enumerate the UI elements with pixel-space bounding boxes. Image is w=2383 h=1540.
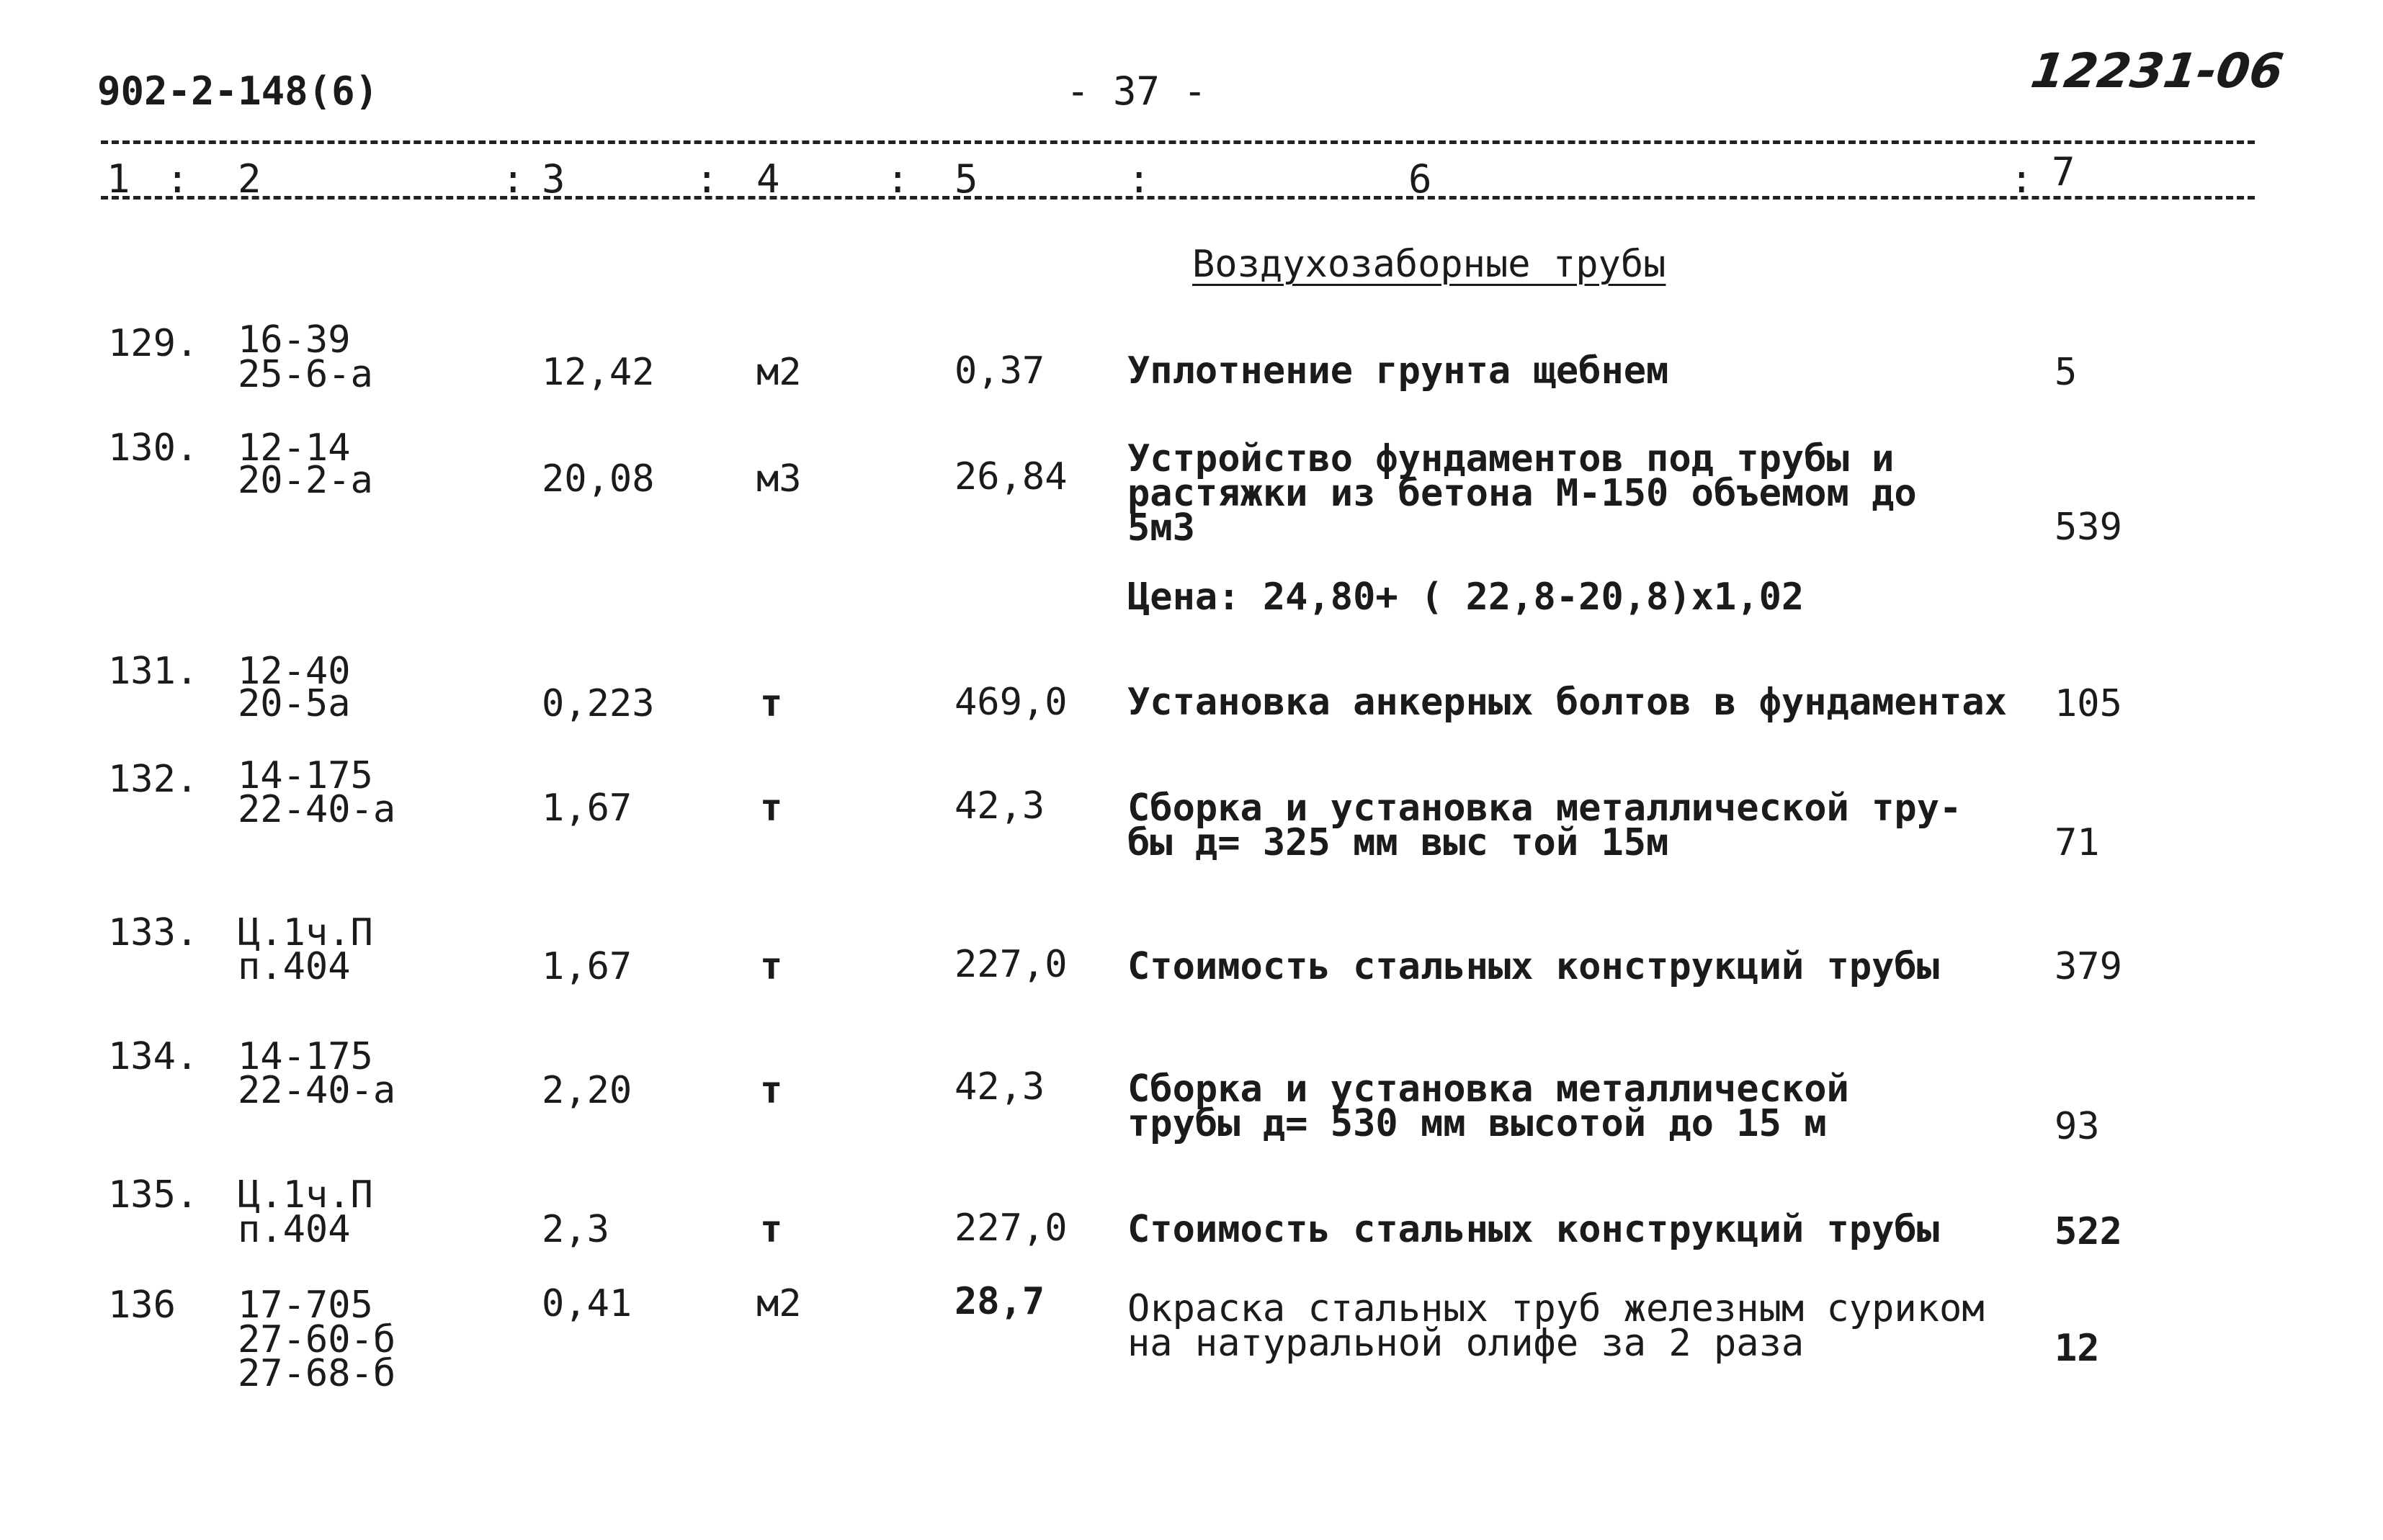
- work-description-line: Уплотнение грунта щебнем: [1127, 349, 1669, 393]
- header-top-rule: [101, 140, 2255, 144]
- norm-code-line: 14-175: [238, 1035, 373, 1078]
- price-note: Цена: 24,80+ ( 22,8-20,8)х1,02: [1127, 576, 1805, 619]
- norm-code-line: 27-60-б: [238, 1318, 396, 1361]
- quantity: 0,223: [542, 682, 655, 725]
- unit: м2: [756, 351, 802, 394]
- archive-stamp: 12231-06: [2027, 43, 2287, 99]
- unit-price: 42,3: [954, 1065, 1045, 1109]
- unit: т: [760, 945, 783, 988]
- unit-price: 0,37: [954, 349, 1045, 393]
- total-cost: 12: [2055, 1327, 2100, 1370]
- page-number: - 37 -: [1066, 68, 1207, 114]
- work-description-line: растяжки из бетона М-150 объемом до: [1127, 472, 1917, 515]
- document-code: 902-2-148(6): [97, 68, 379, 114]
- work-description-line: Устройство фундаментов под трубы и: [1127, 437, 1895, 480]
- column-sep: :: [695, 156, 719, 202]
- unit: т: [760, 682, 783, 725]
- column-header-6: 6: [1408, 156, 1432, 202]
- work-description-line: Окраска стальных труб железным суриком: [1127, 1287, 1985, 1330]
- quantity: 12,42: [542, 351, 655, 394]
- row-number: 136: [108, 1284, 176, 1327]
- norm-code-line: 27-68-б: [238, 1352, 396, 1395]
- norm-code-line: п.404: [238, 1208, 351, 1251]
- quantity: 2,3: [542, 1208, 609, 1251]
- unit: м2: [756, 1282, 802, 1325]
- norm-code-line: 22-40-а: [238, 1069, 396, 1112]
- quantity: 1,67: [542, 945, 632, 988]
- column-header-5: 5: [954, 156, 978, 202]
- norm-code-line: 17-705: [238, 1284, 373, 1327]
- work-description-line: Сборка и установка металлической тру-: [1127, 787, 1962, 830]
- quantity: 0,41: [542, 1282, 632, 1325]
- column-header-2: 2: [238, 156, 261, 202]
- norm-code-line: Ц.1ч.П: [238, 911, 373, 954]
- row-number: 131.: [108, 650, 199, 693]
- column-sep: :: [1127, 156, 1151, 202]
- column-header-4: 4: [756, 156, 780, 202]
- norm-code-line: 22-40-а: [238, 788, 396, 831]
- work-description-line: Установка анкерных болтов в фундаментах: [1127, 681, 2007, 724]
- unit-price: 26,84: [954, 455, 1068, 498]
- row-number: 130.: [108, 426, 199, 470]
- column-sep: :: [2010, 156, 2034, 202]
- unit: м3: [756, 457, 802, 501]
- total-cost: 379: [2055, 945, 2122, 988]
- norm-code-line: 20-5а: [238, 682, 351, 725]
- row-number: 133.: [108, 911, 199, 954]
- work-description-line: Стоимость стальных конструкций трубы: [1127, 945, 1940, 988]
- column-sep: :: [166, 156, 189, 202]
- work-description-line: бы д= 325 мм выс той 15м: [1127, 821, 1669, 864]
- work-description-line: на натуральной олифе за 2 раза: [1127, 1322, 1805, 1365]
- unit-price: 469,0: [954, 681, 1068, 724]
- total-cost: 93: [2055, 1105, 2100, 1148]
- total-cost: 5: [2055, 351, 2078, 394]
- work-description-line: 5м3: [1127, 506, 1195, 550]
- unit: т: [760, 1069, 783, 1112]
- norm-code-line: 25-6-а: [238, 353, 373, 396]
- column-sep: :: [501, 156, 525, 202]
- row-number: 129.: [108, 322, 199, 365]
- norm-code-line: 20-2-а: [238, 459, 373, 502]
- column-header-1: 1: [107, 156, 130, 202]
- row-number: 132.: [108, 758, 199, 801]
- norm-code-line: п.404: [238, 945, 351, 988]
- norm-code-line: 12-40: [238, 650, 351, 693]
- work-description-line: Стоимость стальных конструкций трубы: [1127, 1208, 1940, 1251]
- unit-price: 42,3: [954, 784, 1045, 828]
- unit: т: [760, 787, 783, 830]
- unit-price: 28,7: [954, 1280, 1045, 1323]
- work-description-line: Сборка и установка металлической: [1127, 1067, 1849, 1111]
- total-cost: 71: [2055, 821, 2100, 864]
- column-header-7: 7: [2052, 149, 2075, 194]
- unit: т: [760, 1208, 783, 1251]
- header-bottom-rule: [101, 196, 2255, 200]
- column-sep: :: [886, 156, 910, 202]
- quantity: 20,08: [542, 457, 655, 501]
- row-number: 135.: [108, 1173, 199, 1217]
- work-description-line: трубы д= 530 мм высотой до 15 м: [1127, 1102, 1827, 1145]
- unit-price: 227,0: [954, 943, 1068, 986]
- norm-code-line: 12-14: [238, 426, 351, 470]
- section-title: Воздухозаборные трубы: [1192, 243, 1666, 286]
- quantity: 2,20: [542, 1069, 632, 1112]
- total-cost: 105: [2055, 682, 2122, 725]
- total-cost: 522: [2055, 1210, 2122, 1253]
- norm-code-line: 16-39: [238, 318, 351, 362]
- quantity: 1,67: [542, 787, 632, 830]
- column-header-3: 3: [542, 156, 565, 202]
- norm-code-line: Ц.1ч.П: [238, 1173, 373, 1217]
- unit-price: 227,0: [954, 1207, 1068, 1250]
- total-cost: 539: [2055, 506, 2122, 549]
- row-number: 134.: [108, 1035, 199, 1078]
- norm-code-line: 14-175: [238, 754, 373, 797]
